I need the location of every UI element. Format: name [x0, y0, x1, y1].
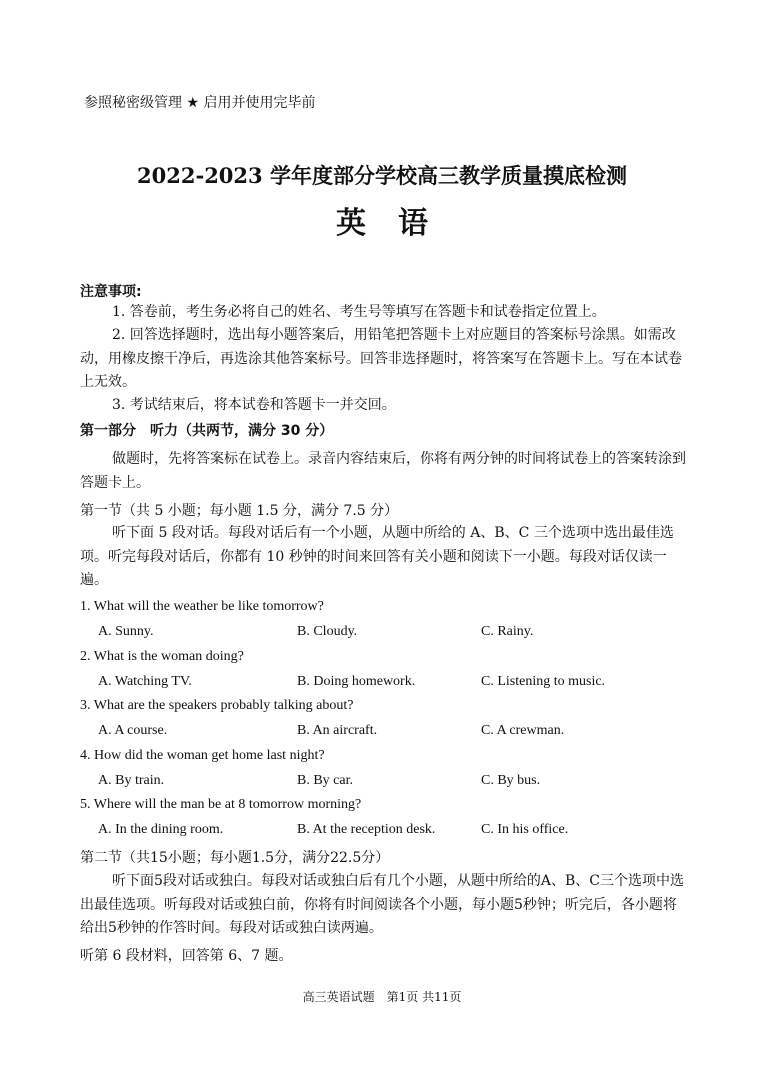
page-footer: 高三英语试题 第1页 共11页 — [302, 990, 462, 1004]
q2-option-a: A. Watching TV. — [98, 674, 192, 689]
q5-option-a: A. In the dining room. — [98, 822, 224, 837]
note-item-1: 1. 答卷前，考生务必将自己的姓名、考生号等填写在答题卡和试卷指定位置上。 — [112, 304, 606, 320]
q3-option-b: B. An aircraft. — [297, 723, 378, 738]
q4-option-a: A. By train. — [98, 773, 165, 788]
note-item-2: 2. 回答选择题时，选出每小题答案后，用铅笔把答题卡上对应题目的答案标号涂黑。如需改动，用橡皮擦干净后，再选涂其他答案标号。回答非选择题时，将答案写在答题卡上。写在本试卷上无效。 — [80, 327, 682, 390]
section1-heading: 第一节（共 5 小题；每小题 1.5 分，满分 7.5 分） — [80, 503, 399, 519]
q3-option-a: A. A course. — [98, 723, 168, 738]
q1-option-b: B. Cloudy. — [297, 624, 358, 639]
note-item-3: 3. 考试结束后，将本试卷和答题卡一并交回。 — [112, 397, 396, 413]
question-2: 2. What is the woman doing? — [80, 649, 244, 664]
secret-notice: 参照秘密级管理 ★ 启用并使用完毕前 — [84, 95, 316, 111]
question-1: 1. What will the weather be like tomorrow? — [80, 599, 324, 614]
q4-option-c: C. By bus. — [481, 773, 541, 788]
q4-option-b: B. By car. — [297, 773, 353, 788]
q5-option-b: B. At the reception desk. — [297, 822, 436, 837]
section1-instructions: 听下面 5 段对话。每段对话后有一个小题，从题中所给的 A、B、C 三个选项中选出最佳选项。听完每段对话后，你都有 10 秒钟的时间来回答有关小题和阅读下一小题。每段对话仅读一遍。 — [80, 525, 674, 588]
q2-option-c: C. Listening to music. — [481, 674, 606, 689]
notes-heading: 注意事项: — [80, 284, 142, 300]
section2-instructions: 听下面5段对话或独白。每段对话或独白后有几个小题，从题中所给的A、B、C三个选项中选出最佳选项。听每段对话或独白前，你将有时间阅读各个小题，每小题5秒钟；听完后，各小题将给出5秒钟的作答时间。每段对话或独白读两遍。 — [80, 873, 685, 936]
q1-option-c: C. Rainy. — [481, 624, 534, 639]
subject-title: 英语 — [336, 206, 460, 241]
q2-option-b: B. Doing homework. — [297, 674, 416, 689]
material-instruction: 听第 6 段材料，回答第 6、7 题。 — [80, 948, 293, 964]
question-3: 3. What are the speakers probably talking about? — [80, 698, 354, 713]
q1-option-a: A. Sunny. — [98, 624, 154, 639]
exam-title: 2022-2023 学年度部分学校高三教学质量摸底检测 — [137, 163, 627, 188]
q5-option-c: C. In his office. — [481, 822, 569, 837]
question-5: 5. Where will the man be at 8 tomorrow morning? — [80, 797, 362, 812]
part1-instructions: 做题时，先将答案标在试卷上。录音内容结束后，你将有两分钟的时间将试卷上的答案转涂到答题卡上。 — [80, 451, 686, 491]
question-4: 4. How did the woman get home last night? — [80, 748, 325, 763]
q3-option-c: C. A crewman. — [481, 723, 565, 738]
part1-heading: 第一部分 听力（共两节，满分 30 分） — [80, 423, 334, 439]
section2-heading: 第二节（共15小题；每小题1.5分，满分22.5分） — [80, 850, 390, 866]
